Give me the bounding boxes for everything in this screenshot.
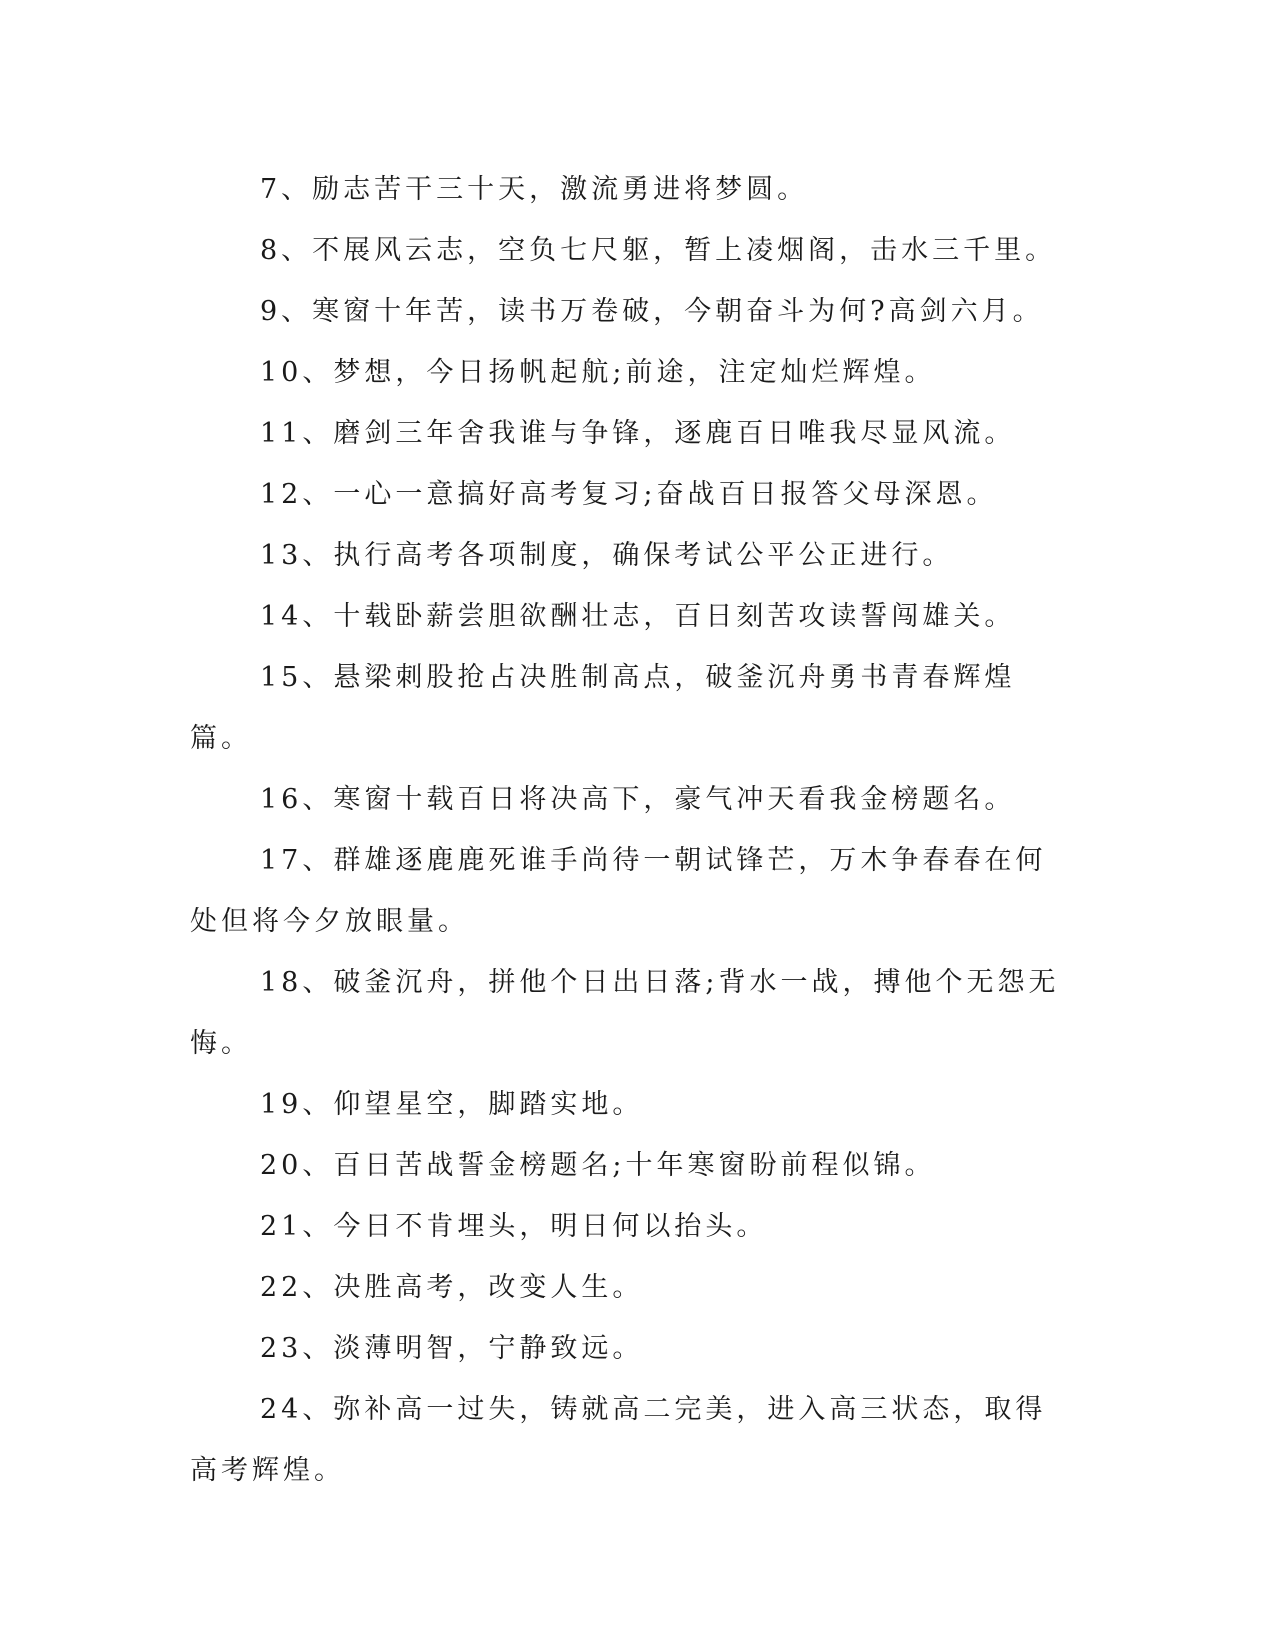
document-body	[190, 159, 1070, 1501]
paragraph-24: 24、弥补高一过失，铸就高二完美，进入高三状态，取得高考辉煌。	[190, 1394, 1047, 1486]
paragraph-23: 23、淡薄明智，宁静致远。	[260, 1333, 644, 1364]
paragraph-18: 18、破釜沉舟，拼他个日出日落;背水一战，搏他个无怨无悔。	[190, 967, 1060, 1059]
paragraph-13: 13、执行高考各项制度，确保考试公平公正进行。	[260, 540, 954, 571]
paragraph-22: 22、决胜高考，改变人生。	[260, 1272, 644, 1303]
paragraph-8: 8、不展风云志，空负七尺躯，暂上凌烟阁，击水三千里。	[260, 235, 1057, 266]
paragraph-17: 17、群雄逐鹿鹿死谁手尚待一朝试锋芒，万木争春春在何处但将今夕放眼量。	[190, 845, 1047, 937]
paragraph-7: 7、励志苦干三十天，激流勇进将梦圆。	[260, 174, 809, 205]
paragraph-15: 15、悬梁刺股抢占决胜制高点，破釜沉舟勇书青春辉煌篇。	[190, 662, 1016, 754]
paragraph-10: 10、梦想，今日扬帆起航;前途，注定灿烂辉煌。	[260, 357, 936, 388]
paragraph-16: 16、寒窗十载百日将决高下，豪气冲天看我金榜题名。	[260, 784, 1016, 815]
paragraph-9: 9、寒窗十年苦，读书万卷破，今朝奋斗为何?高剑六月。	[260, 296, 1044, 327]
paragraph-21: 21、今日不肯埋头，明日何以抬头。	[260, 1211, 768, 1242]
paragraph-12: 12、一心一意搞好高考复习;奋战百日报答父母深恩。	[260, 479, 998, 510]
paragraph-14: 14、十载卧薪尝胆欲酬壮志，百日刻苦攻读誓闯雄关。	[260, 601, 1016, 632]
paragraph-20: 20、百日苦战誓金榜题名;十年寒窗盼前程似锦。	[260, 1150, 936, 1181]
paragraph-11: 11、磨剑三年舍我谁与争锋，逐鹿百日唯我尽显风流。	[260, 418, 1016, 449]
paragraph-19: 19、仰望星空，脚踏实地。	[260, 1089, 644, 1120]
